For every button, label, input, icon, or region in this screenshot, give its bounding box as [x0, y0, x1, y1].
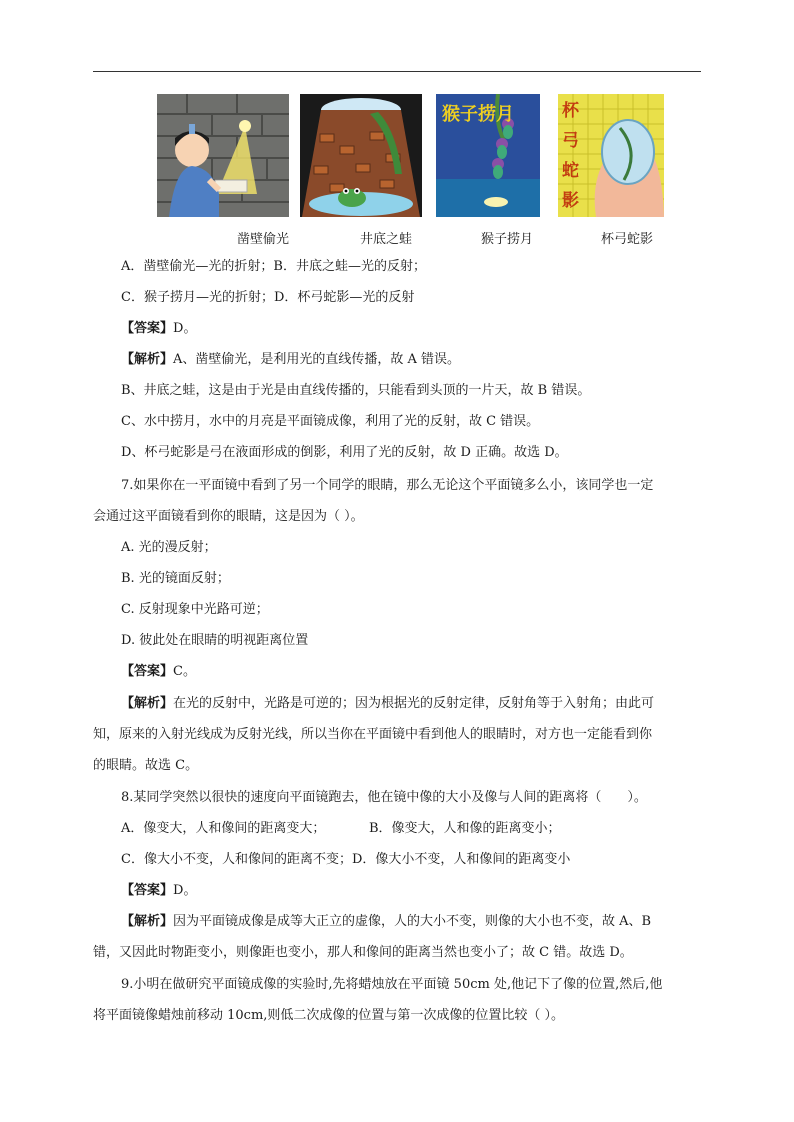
q6-options-cd: C．猴子捞月—光的折射；D．杯弓蛇影—光的反射	[121, 290, 415, 305]
answer-value: D。	[173, 883, 197, 898]
q7-option-b: B. 光的镜面反射；	[121, 571, 230, 586]
frog-in-well-illustration	[300, 94, 422, 217]
image-houzi-laoyue	[436, 94, 568, 217]
q7-option-d: D. 彼此处在眼睛的明视距离位置	[121, 633, 309, 648]
q6-options-ab: A．凿壁偷光—光的折射；B．井底之蛙—光的反射；	[121, 259, 426, 274]
q8-stem: 8.某同学突然以很快的速度向平面镜跑去，他在镜中像的大小及像与人间的距离将（ ）。	[121, 790, 647, 805]
answer-label: 【答案】	[121, 321, 174, 336]
q6-analysis-line: B、井底之蛙，这是由于光是由直线传播的，只能看到头顶的一片天，故 B 错误。	[121, 383, 591, 398]
image-title-text: 弓	[562, 131, 579, 151]
analysis-text: 在光的反射中，光路是可逆的；因为根据光的反射定律，反射角等于入射角；由此可	[173, 696, 655, 711]
analysis-label: 【解析】	[121, 914, 174, 929]
bow-in-cup-illustration	[558, 94, 664, 217]
image-caption: 杯弓蛇影	[600, 232, 653, 247]
q6-answer	[121, 321, 196, 337]
q6-analysis-line: D、杯弓蛇影是弓在液面形成的倒影，利用了光的反射，故 D 正确。故选 D。	[121, 445, 568, 460]
illustration-row	[0, 94, 794, 247]
image-caption: 凿壁偷光	[236, 232, 289, 247]
answer-label: 【答案】	[121, 883, 174, 898]
analysis-text: A、凿壁偷光，是利用光的直线传播，故 A 错误。	[173, 352, 461, 367]
image-caption: 井底之蛙	[359, 232, 412, 247]
image-title-text: 影	[562, 191, 579, 211]
image-title-text: 蛇	[562, 161, 579, 181]
q8-analysis	[121, 914, 651, 930]
q6-analysis	[121, 352, 460, 368]
q7-stem-cont: 会通过这平面镜看到你的眼睛，这是因为（ ）。	[93, 509, 364, 524]
answer-value: C。	[173, 664, 196, 679]
q8-option-a: A．像变大，人和像间的距离变大；	[121, 821, 326, 836]
header-rule	[93, 71, 701, 72]
boy-reading-illustration	[157, 94, 289, 217]
q8-option-b: B．像变大，人和像的距离变小；	[369, 821, 561, 836]
q8-options-cd: C．像大小不变，人和像间的距离不变；D．像大小不变，人和像间的距离变小	[121, 852, 571, 867]
image-title-text: 杯	[562, 101, 579, 121]
q8-answer	[121, 883, 196, 899]
image-title-text: 猴子捞月	[442, 104, 514, 125]
answer-value: D。	[173, 321, 197, 336]
q7-option-a: A. 光的漫反射；	[121, 540, 217, 555]
q7-answer	[121, 664, 196, 680]
q9-stem-cont: 将平面镜像蜡烛前移动 10cm,则低二次成像的位置与第一次成像的位置比较（ ）。	[93, 1008, 565, 1023]
image-beigong-sheying	[558, 94, 690, 217]
q7-analysis-line: 的眼睛。故选 C。	[93, 758, 199, 773]
q8-analysis-line: 错，又因此时物距变小，则像距也变小，那人和像间的距离当然也变小了；故 C 错。故选 D。	[93, 945, 633, 960]
q7-option-c: C. 反射现象中光路可逆；	[121, 602, 269, 617]
analysis-text: 因为平面镜成像是成等大正立的虚像，人的大小不变，则像的大小也不变，故 A、B	[173, 914, 652, 929]
answer-label: 【答案】	[121, 664, 174, 679]
q6-analysis-line: C、水中捞月，水中的月亮是平面镜成像，利用了光的反射，故 C 错误。	[121, 414, 540, 429]
image-caption: 猴子捞月	[480, 232, 533, 247]
q7-stem: 7.如果你在一平面镜中看到了另一个同学的眼睛，那么无论这个平面镜多么小，该同学也一定	[121, 478, 654, 493]
q7-analysis	[121, 696, 654, 712]
image-zaobi-touguang	[157, 94, 289, 217]
analysis-label: 【解析】	[121, 696, 174, 711]
image-jingdi-zhiwa	[300, 94, 432, 217]
monkeys-moon-illustration	[436, 94, 540, 217]
analysis-label: 【解析】	[121, 352, 174, 367]
q9-stem: 9.小明在做研究平面镜成像的实验时,先将蜡烛放在平面镜 50cm 处,他记下了像的位置,然后,他	[121, 977, 663, 992]
q7-analysis-line: 知，原来的入射光线成为反射光线，所以当你在平面镜中看到他人的眼睛时，对方也一定能看到你	[93, 727, 653, 742]
